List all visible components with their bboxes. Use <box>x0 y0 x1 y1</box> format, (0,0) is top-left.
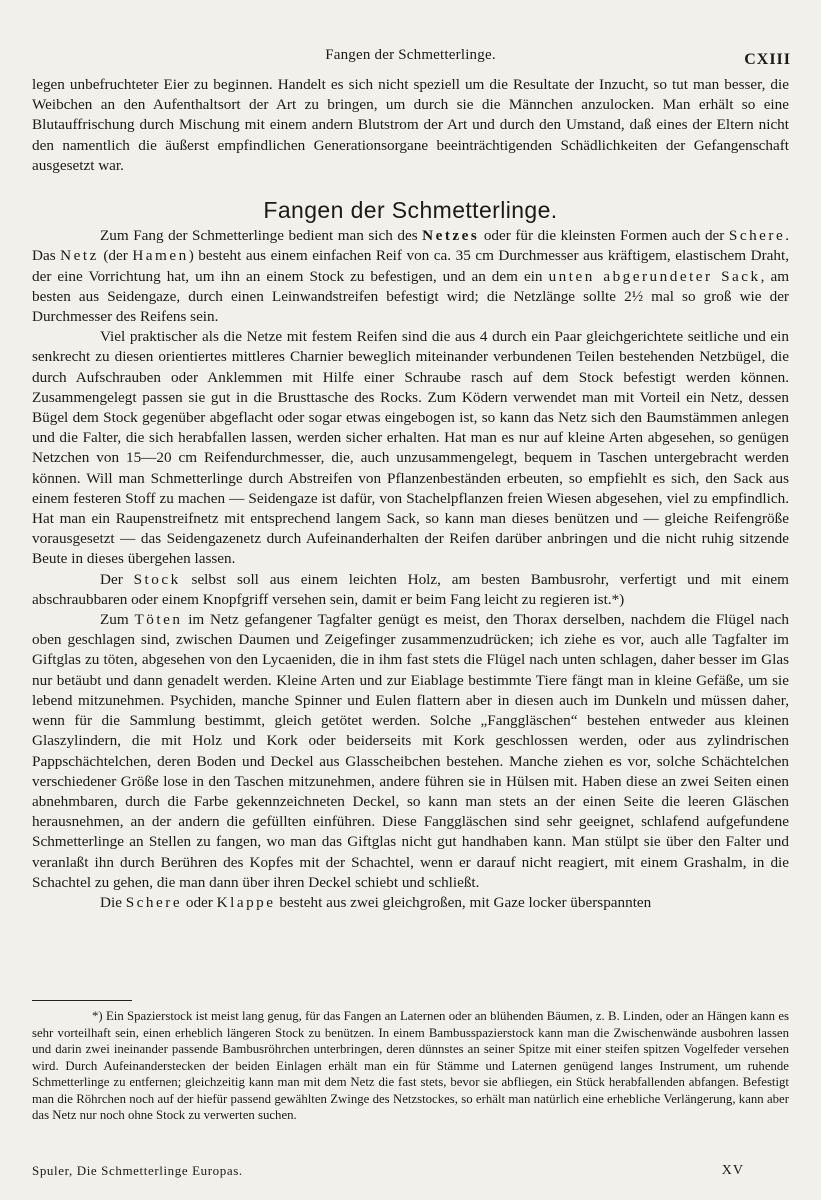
emphasis-klappe: Klappe <box>216 893 276 911</box>
emphasis-sack: unten abgerundeter Sack <box>548 267 761 285</box>
emphasis-hamen: Hamen <box>132 247 189 265</box>
paragraph-netzbuegel: Viel praktischer als die Netze mit festem Reifen sind die aus 4 durch ein Paar gleichgerichtete seitliche und ein senkrecht zu diesen orientiertes mittleres Charnier beweglich miteinander verbundenen Teilen bestehenden Netzbügel, die durch Aufschrauben oder Anklemmen mit Hilfe einer Schraube rasch auf dem Stock befestigt werden können. Zusammengelegt passen sie gut in die Brusttasche des Rocks. Zum Ködern verwendet man mit Vorteil ein Netz, dessen Bügel dem Stock gegenüber abgeflacht oder sogar etwas eingebogen ist, so kann das Netz sich den Baumstämmen anlegen und die Falter, die sich herabfallen lassen, werden sicher erhalten. Hat man es nur auf kleine Arten abgesehen, so genügen Netzchen von 15—20 cm Reifendurchmesser, die, auch unzusammengelegt, bequem in Taschen untergebracht werden können. Will man Schmetterlinge durch Abstreifen von Pflanzenbeständen erbeuten, so empfiehlt es sich, den Sack aus einem festeren Stoff zu machen — Seidengaze ist dafür, von Stachelpflanzen freien Wiesen abgesehen, viel zu empfindlich. Hat man ein Raupenstreifnetz mit entsprechend langem Sack, so kann man dieses benützen und — gleiche Reifengröße vorausgesetzt — das Seidengazenetz durch Aufeinanderhalten der Reifen darüber anbringen und die nicht ruhig sitzende Beute in dieses übergehen lassen. <box>32 328 789 568</box>
emphasis-netz: Netz <box>60 247 99 265</box>
paragraph-toeten: Zum Töten im Netz gefangener Tagfalter genügt es meist, den Thorax derselben, nachdem die Flügel nach oben geschlagen sind, zwischen Daumen und Zeigefinger zusammenzudrücken; ich ziehe es vor, auch alle Tagfalter im Giftglas zu töten, abgesehen von den Lycaeniden, die in ihm fast stets die Flügel nach unten schlagen, daher besser im Glas nur betäubt und dann genadelt werden. Kleine Arten und zur Eiablage bestimmte Tiere fängt man in kleine Gefäße, um sie lebend mitzunehmen. Psychiden, manche Spinner und Eulen flattern aber in diesen auch im Dunkeln und müssen daher, wenn für die Sammlung bestimmt, gleich getötet werden. Solche „Fanggläschen“ bestehen entweder aus kleinen Glaszylindern, die mit Holz und Kork oder beiderseits mit Kork geschlossen werden, oder aus zylindrischen Pappschächtelchen, deren Boden und Deckel aus Glasscheibchen bestehen. Manche ziehen es vor, solche Schächtelchen verschiedener Größe lose in den Taschen mitzunehmen, andere führen sie in Hülsen mit. Haben diese an zwei Seiten einen abnehmbaren, durch die Farbe gekennzeichneten Deckel, so kann man stets an der einen Seite die leeren Gläschen herausnehmen, an der andern die gefüllten einführen. Diese Fanggläschen sind sehr geeignet, schlafend aufgefundene Schmetterlinge an Stellen zu fangen, wo man das Giftglas nicht gut handhaben kann. Man stülpt sie über den Falter und veranlaßt ihn durch Berühren des Kopfes mit der Schachtel, wenn er darauf nicht reagiert, mit einem Grashalm, in die Schachtel zu gehen, die man dann über ihren Deckel schiebt und schließt. <box>32 611 790 891</box>
body-text <box>32 75 789 913</box>
page-footer <box>32 1163 789 1181</box>
footnote-divider <box>32 1000 132 1001</box>
signature-line: Spuler, Die Schmetterlinge Europas. <box>32 1163 243 1178</box>
running-head <box>0 47 821 67</box>
page-number: CXIII <box>744 51 791 68</box>
footnote-text: *) Ein Spazierstock ist meist lang genug, für das Fangen an Laternen oder an blühenden Bäumen, z. B. Linden, oder an Hängen kann es sehr vorteilhaft sein, einen erheblich längeren Stock zu benützen. In einem Bambusspazierstock kann man die Zwischenwände ausbohren lassen und darin zwei ineinander passende Bambusröhrchen unterbringen, deren dünnstes an seiner Spitze mit einer steifen spitzen Vogelfeder versehen wird. Durch Aufeinanderstecken der beiden Einlagen erhält man ein für Stämme und Laternen genügend langes Instrument, um ruhende Schmetterlinge zu entfernen; gleichzeitig kann man mit dem Netz die fast stets, bevor sie abfliegen, ein Stück herabfallenden abfangen. Befestigt man die Röhrchen noch auf der hiefür passend gewählten Zwinge des Netzstockes, so erhält man natürlich eine erhebliche Verlängerung, kann aber das Netz nur noch ohne Stock zu verwerten suchen. <box>32 1009 789 1122</box>
emphasis-toeten: Töten <box>134 611 183 629</box>
paragraph-net: Zum Fang der Schmetterlinge bedient man sich des Netzes oder für die kleinsten Formen auch der Schere. Das Netz (der Hamen) besteht aus einem einfachen Reif von ca. 35 cm Durchmesser aus kräftigem, elastischem Draht, der eine Vorrichtung hat, um ihn an einem Stock zu befestigen, und an dem ein unten abgerundeter Sack, am besten aus Seidengaze, durch einen Leinwandstreifen befestigt wird; die Netzlänge sollte 2½ mal so groß wie der Durchmesser des Reifens sein. <box>32 227 790 326</box>
footnote <box>32 1008 789 1124</box>
emphasis-stock: Stock <box>133 570 181 588</box>
sheet-number: XV <box>721 1163 744 1178</box>
emphasis-netzes: Netzes <box>422 227 480 245</box>
emphasis-schere-2: Schere <box>125 893 183 911</box>
emphasis-schere: Schere <box>728 227 786 245</box>
running-title: Fangen der Schmetterlinge. <box>325 47 496 63</box>
section-title: Fangen der Schmetterlinge. <box>263 197 558 224</box>
paragraph-schere: Die Schere oder Klappe besteht aus zwei gleichgroßen, mit Gaze locker überspannten <box>100 893 652 911</box>
paragraph-continuation: legen unbefruchteter Eier zu beginnen. Handelt es sich nicht speziell um die Resultate der Inzucht, so tut man besser, die Weibchen an den Aufenthaltsort der Art zu bringen, um durch sie die Männchen anzulocken. Man erhält so eine Blutauffrischung durch Mischung mit einem andern Blutstrom der Art und durch den Umstand, daß eines der Eltern nicht den namentlich die äußerst empfindlichen Generationsorgane beeinträchtigenden Schädlichkeiten der Gefangenschaft ausgesetzt war. <box>32 76 789 174</box>
paragraph-stock: Der Stock selbst soll aus einem leichten Holz, am besten Bambusrohr, verfertigt und mit einem abschraubbaren oder einem Knopfgriff versehen sein, damit er beim Fang leicht zu regieren ist.*) <box>32 570 789 608</box>
